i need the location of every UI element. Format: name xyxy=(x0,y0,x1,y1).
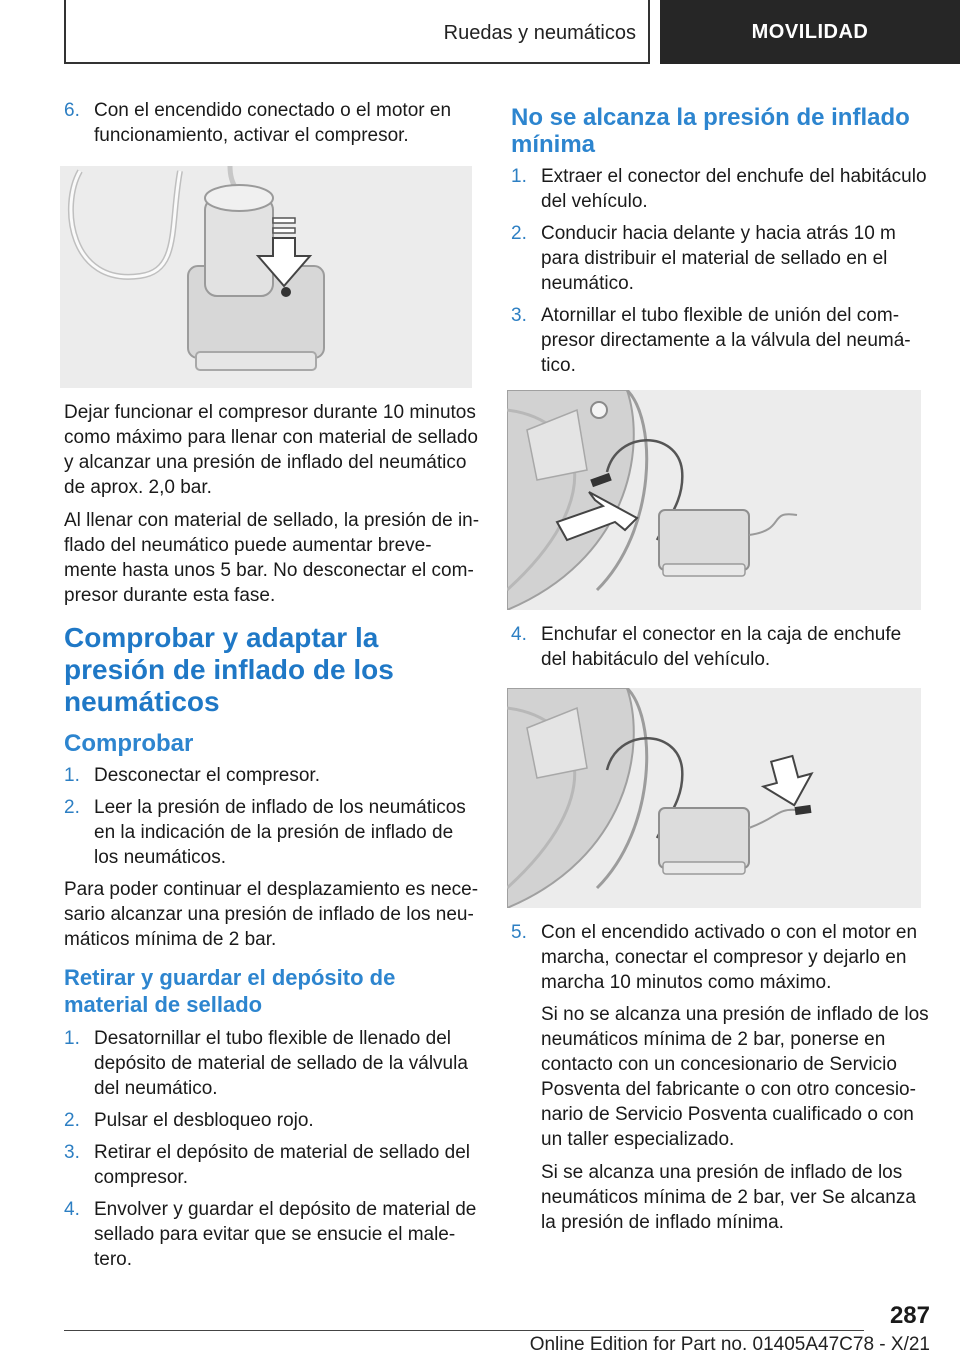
step-number: 3. xyxy=(64,1142,80,1163)
header-rule-bottom xyxy=(64,62,650,64)
figure-compressor xyxy=(60,166,472,388)
step-number: 6. xyxy=(64,100,80,121)
step-text: Retirar el depósito de material de sellado del compresor. xyxy=(94,1142,470,1188)
check-step xyxy=(64,795,480,870)
step-number: 1. xyxy=(64,1028,80,1049)
step-text: Leer la presión de inflado de los neumáticos en la indicación de la presión de inflado de los neumáticos. xyxy=(94,797,466,868)
step-number: 3. xyxy=(511,305,527,326)
left-column xyxy=(64,98,480,1279)
heading-remove-store-container: Retirar y guardar el depósito de material de sellado xyxy=(64,965,396,1017)
remove-step xyxy=(64,1140,480,1190)
step-text: Desatornillar el tubo flexible de llenado del depósito de material de sellado de la válvula del neumático. xyxy=(94,1028,468,1099)
compressor-illustration xyxy=(60,166,472,388)
step-text: Con el encendido activado o con el motor en marcha, conectar el compresor y dejarlo en marcha 10 minutos como máximo. xyxy=(541,922,918,993)
plug-connector-illustration xyxy=(507,688,921,908)
step-5 xyxy=(511,920,929,995)
figure-hose-to-valve xyxy=(507,390,921,610)
pressure-step xyxy=(511,303,929,378)
remove-step xyxy=(64,1026,480,1101)
step-number: 4. xyxy=(511,624,527,645)
hose-valve-illustration xyxy=(507,390,921,610)
figure-plug-connector xyxy=(507,688,921,908)
step-text: Desconectar el compresor. xyxy=(94,765,320,786)
heading-check-adapt-pressure: Comprobar y adaptar la presión de inflado de los neumáticos xyxy=(64,622,394,717)
step-text: Con el encendido conectado o el motor en funcionamiento, activar el compresor. xyxy=(94,100,452,146)
paragraph-min-pressure: Para poder continuar el desplazamiento es nece-sario alcanzar una presión de inflado de los neu-máticos mínima de 2 bar. xyxy=(64,879,479,950)
footer-rule xyxy=(64,1330,864,1331)
header-rule-divider xyxy=(648,0,650,64)
header-section-title: Ruedas y neumáticos xyxy=(443,22,636,44)
header-chapter-tab: MOVILIDAD xyxy=(660,0,960,64)
page-number: 287 xyxy=(889,1302,930,1329)
heading-check: Comprobar xyxy=(64,730,194,757)
step-number: 1. xyxy=(511,166,527,187)
step-text: Atornillar el tubo flexible de unión del com-presor directamente a la válvula del neumá-tico. xyxy=(541,305,911,376)
check-step xyxy=(64,763,480,788)
step-6 xyxy=(64,98,480,148)
step-number: 4. xyxy=(64,1199,80,1220)
right-column xyxy=(511,104,929,1243)
remove-step xyxy=(64,1108,480,1133)
paragraph-pressure-reached: Si se alcanza una presión de inflado de los neumáticos mínima de 2 bar, ver Se alcanza la presión de inflado mínima. xyxy=(541,1162,916,1233)
paragraph-run-compressor: Dejar funcionar el compresor durante 10 minutos como máximo para llenar con material de sellado y alcanzar una presión de inflado del neumático de aprox. 2,0 bar. xyxy=(64,402,478,498)
step-text: Conducir hacia delante y hacia atrás 10 m para distribuir el material de sellado en el neumático. xyxy=(541,223,896,294)
step-number: 5. xyxy=(511,922,527,943)
step-text: Enchufar el conector en la caja de enchufe del habitáculo del vehículo. xyxy=(541,624,902,670)
step-text: Extraer el conector del enchufe del habitáculo del vehículo. xyxy=(541,166,927,212)
paragraph-pressure-rise: Al llenar con material de sellado, la presión de in-flado del neumático puede aumentar breve-mente hasta unos 5 bar. No desconectar el com-presor durante esta fase. xyxy=(64,510,480,606)
step-number: 2. xyxy=(511,223,527,244)
remove-step xyxy=(64,1197,480,1272)
step-4 xyxy=(511,622,929,672)
paragraph-contact-service: Si no se alcanza una presión de inflado de los neumáticos mínima de 2 bar, ponerse en contacto con un concesionario de Servicio Posventa del fabricante o con otro concesio-nario de Servicio Posventa cualificado o con un taller especializado. xyxy=(541,1004,929,1150)
step-text: Pulsar el desbloqueo rojo. xyxy=(94,1110,314,1131)
heading-min-pressure-not-reached: No se alcanza la presión de inflado mínima xyxy=(511,104,910,158)
step-text: Envolver y guardar el depósito de material de sellado para evitar que se ensucie el male-tero. xyxy=(94,1199,477,1270)
step-number: 1. xyxy=(64,765,80,786)
pressure-step xyxy=(511,221,929,296)
step-number: 2. xyxy=(64,797,80,818)
pressure-step xyxy=(511,164,929,214)
step-number: 2. xyxy=(64,1110,80,1131)
footer-edition: Online Edition for Part no. 01405A47C78 - X/21 xyxy=(529,1334,930,1355)
